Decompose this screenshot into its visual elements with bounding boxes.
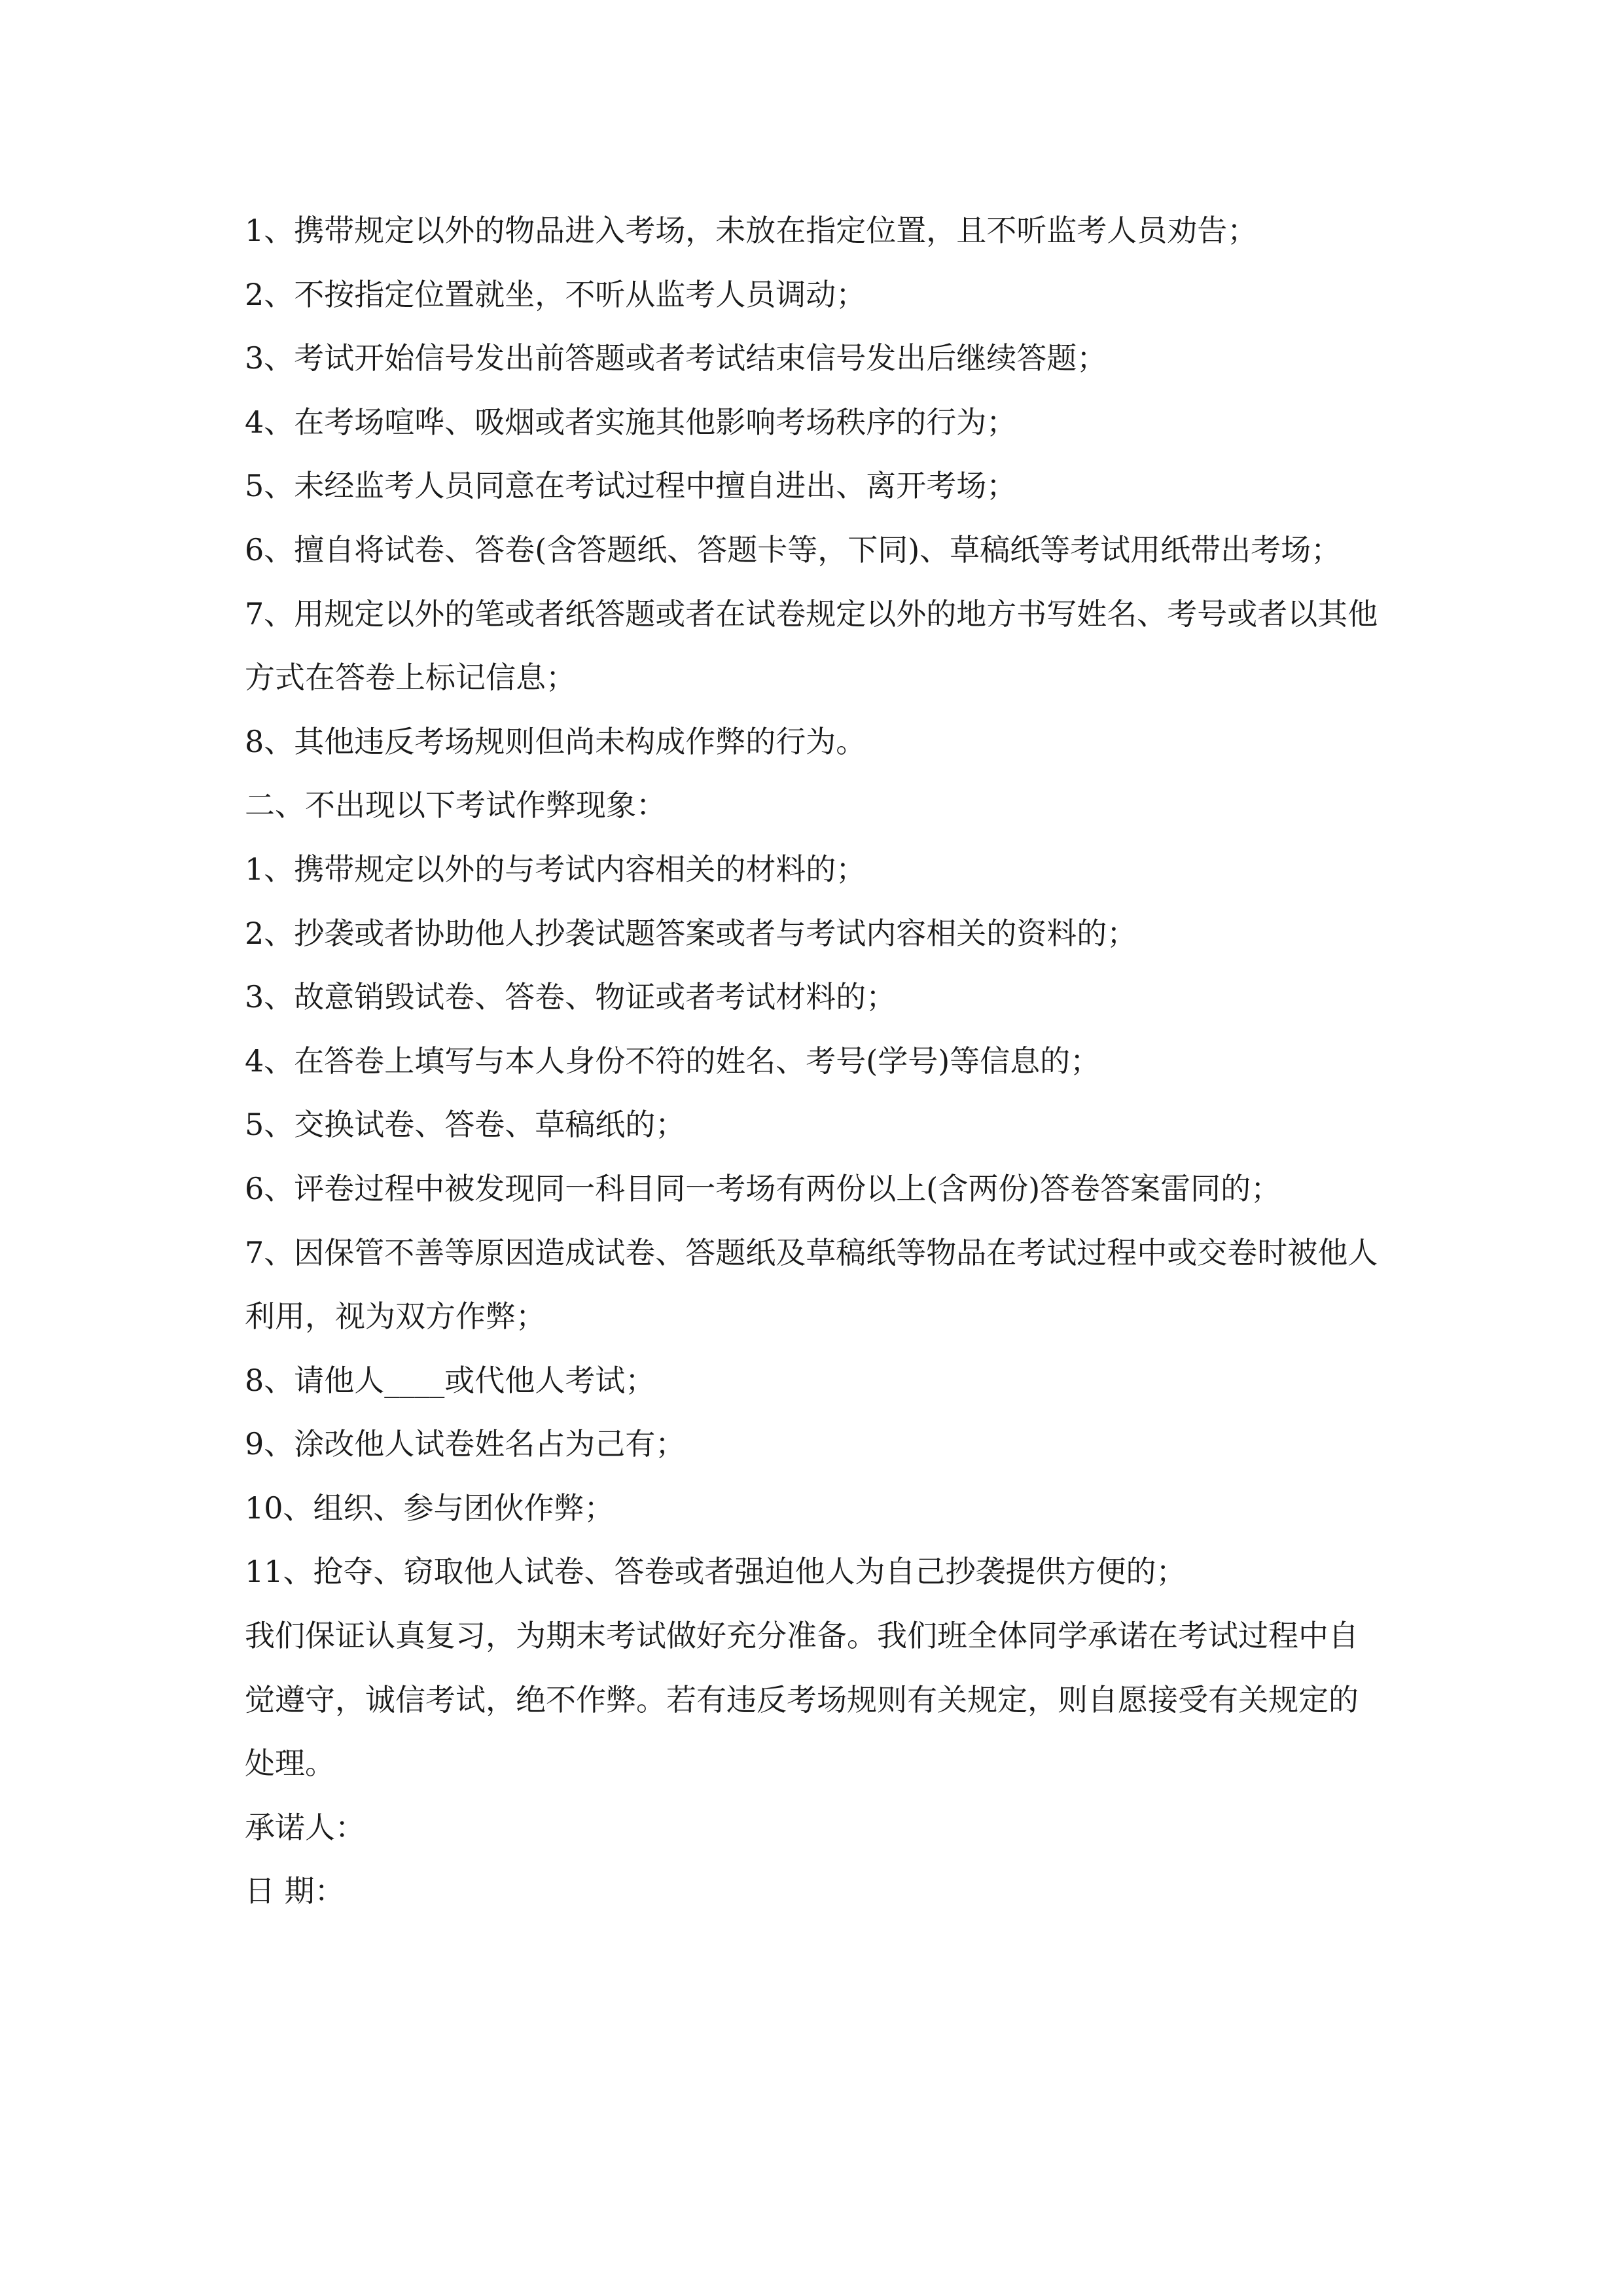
paragraph: 3、考试开始信号发出前答题或者考试结束信号发出后继续答题；	[245, 340, 1107, 376]
paragraph: 2、抄袭或者协助他人抄袭试题答案或者与考试内容相关的资料的；	[245, 915, 1137, 951]
paragraph: 1、携带规定以外的与考试内容相关的材料的；	[245, 851, 866, 887]
paragraph: 7、因保管不善等原因造成试卷、答题纸及草稿纸等物品在考试过程中或交卷时被他人利用，视为双方作弊；	[245, 1234, 1378, 1335]
paragraph: 5、未经监考人员同意在考试过程中擅自进出、离开考场；	[245, 468, 1017, 504]
paragraph: 6、擅自将试卷、答卷(含答题纸、答题卡等，下同)、草稿纸等考试用纸带出考场；	[245, 531, 1342, 567]
paragraph: 1、携带规定以外的物品进入考场，未放在指定位置，且不听监考人员劝告；	[245, 213, 1258, 248]
paragraph: 2、不按指定位置就坐，不听从监考人员调动；	[245, 276, 866, 312]
document-body	[245, 199, 1383, 1924]
paragraph: 4、在答卷上填写与本人身份不符的姓名、考号(学号)等信息的；	[245, 1043, 1101, 1079]
paragraph: 4、在考场喧哗、吸烟或者实施其他影响考场秩序的行为；	[245, 404, 1017, 440]
date-label: 日 期：	[245, 1873, 345, 1909]
paragraph: 11、抢夺、窃取他人试卷、答卷或者强迫他人为自己抄袭提供方便的；	[245, 1554, 1186, 1590]
pledge-statement: 我们保证认真复习，为期末考试做好充分准备。我们班全体同学承诺在考试过程中自觉遵守，诚信考试，绝不作弊。若有违反考场规则有关规定，则自愿接受有关规定的处理。	[245, 1618, 1359, 1782]
section-heading: 二、不出现以下考试作弊现象：	[245, 787, 666, 823]
paragraph: 3、故意销毁试卷、答卷、物证或者考试材料的；	[245, 979, 897, 1015]
paragraph: 6、评卷过程中被发现同一科目同一考场有两份以上(含两份)答卷答案雷同的；	[245, 1170, 1281, 1206]
paragraph: 8、其他违反考场规则但尚未构成作弊的行为。	[245, 723, 866, 759]
paragraph: 5、交换试卷、答卷、草稿纸的；	[245, 1107, 686, 1143]
paragraph: 9、涂改他人试卷姓名占为己有；	[245, 1426, 686, 1462]
signer-label: 承诺人：	[245, 1809, 365, 1845]
paragraph: 8、请他人____或代他人考试；	[245, 1362, 656, 1398]
paragraph: 10、组织、参与团伙作弊；	[245, 1490, 615, 1526]
paragraph: 7、用规定以外的笔或者纸答题或者在试卷规定以外的地方书写姓名、考号或者以其他方式在答卷上标记信息；	[245, 596, 1378, 696]
